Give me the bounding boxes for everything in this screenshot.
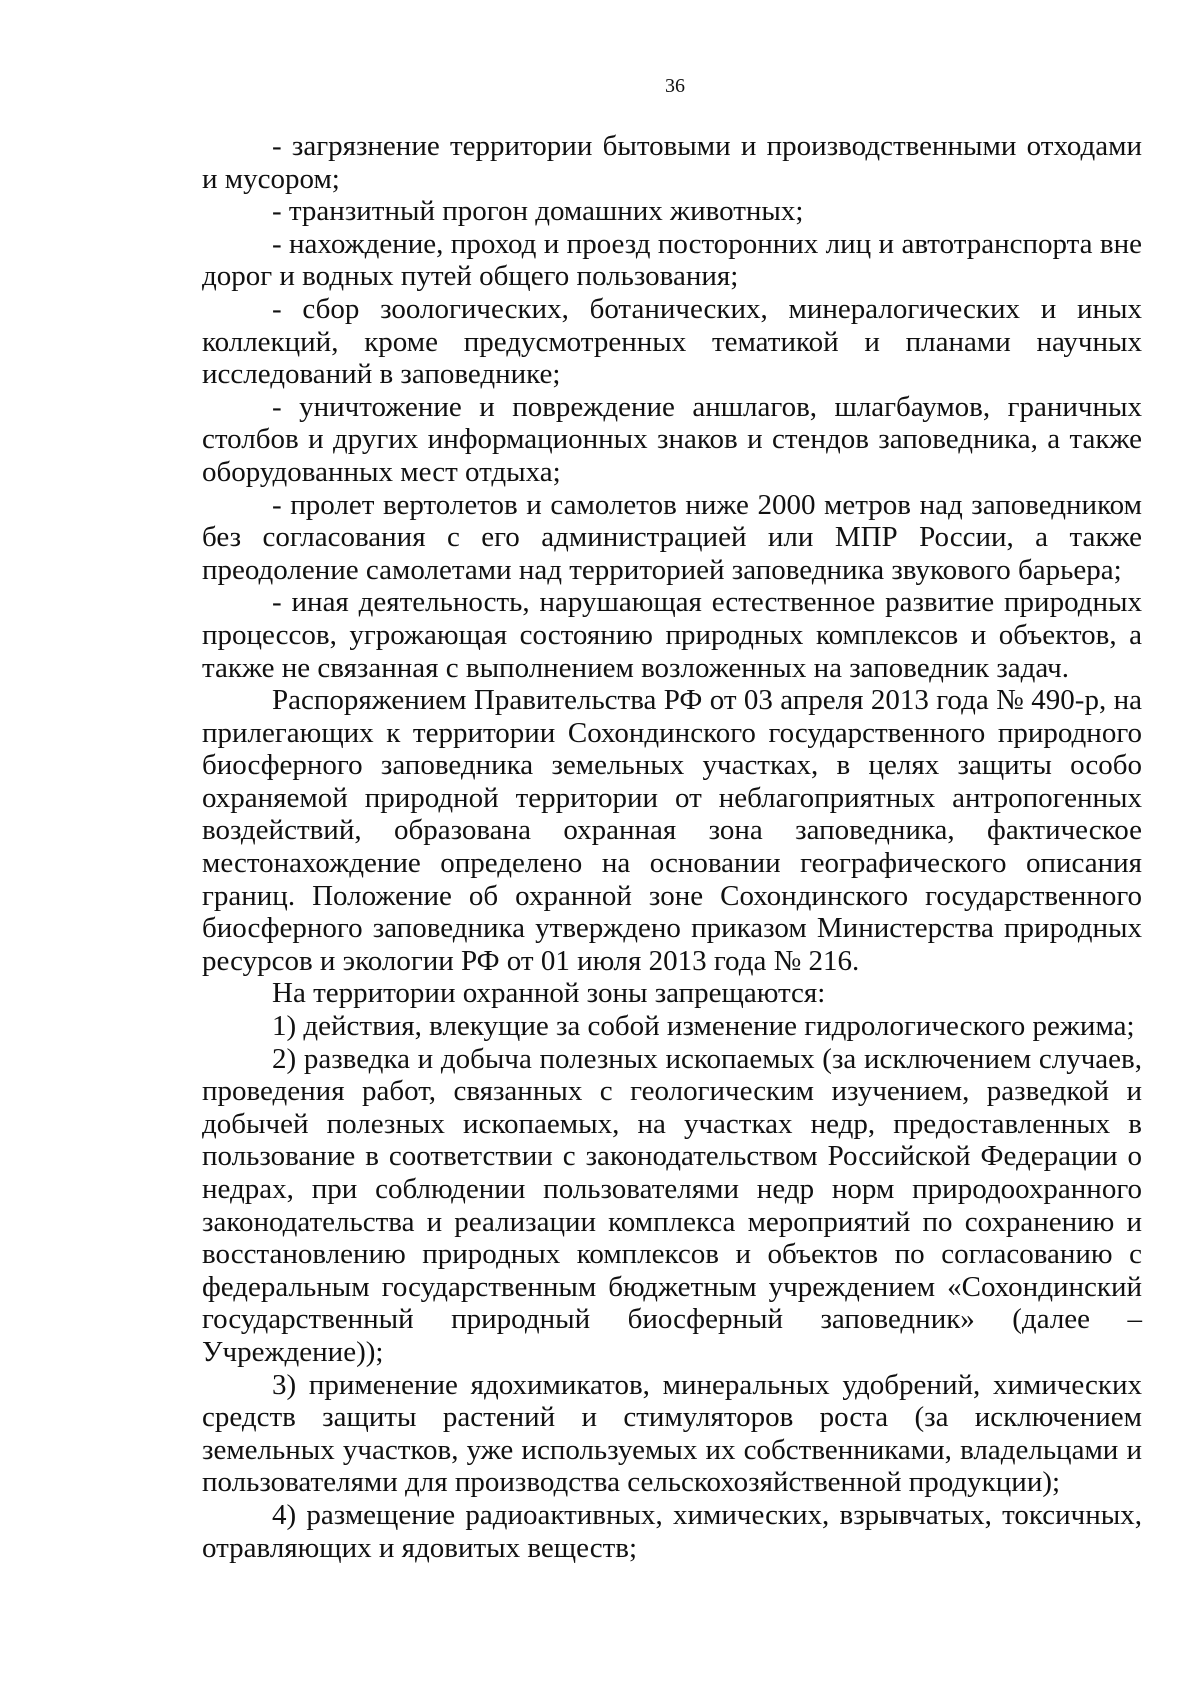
list-item-collections: - сбор зоологических, ботанических, минералогических и иных коллекций, кроме предусмотренных тематикой и планами научных исследований в заповеднике; xyxy=(202,292,1142,391)
list-item-other-activity: - иная деятельность, нарушающая естественное развитие природных процессов, угрожающая состоянию природных комплексов и объектов, а также не связанная с выполнением возложенных на заповедник задач. xyxy=(202,586,1142,684)
paragraph-protection-zone-order: Распоряжением Правительства РФ от 03 апреля 2013 года № 490-р, на прилегающих к территории Сохондинского государственного природного биосферного заповедника земельных участках, в целях защиты особо охраняемой природной территории от неблагоприятных антропогенных воздействий, образована охранная зона заповедника, фактическое местонахождение определено на основании географического описания границ. Положение об охранной зоне Сохондинского государственного биосферного заповедника утверждено приказом Министерства природных ресурсов и экологии РФ от 01 июля 2013 года № 216. xyxy=(202,684,1142,977)
list-item-sign-damage: - уничтожение и повреждение аншлагов, шлагбаумов, граничных столбов и других информационных знаков и стендов заповедника, а также оборудованных мест отдыха; xyxy=(202,390,1142,488)
list-item-livestock-transit: - транзитный прогон домашних животных; xyxy=(272,195,804,228)
list-item-waste-pollution: - загрязнение территории бытовыми и производственными отходами и мусором; xyxy=(202,130,1142,195)
numbered-item-3: 3) применение ядохимикатов, минеральных удобрений, химических средств защиты растений и стимуляторов роста (за исключением земельных участков, уже используемых их собственниками, владельцами и пользователями для производства сельскохозяйственной продукции); xyxy=(202,1368,1142,1499)
numbered-item-2: 2) разведка и добыча полезных ископаемых (за исключением случаев, проведения работ, связанных с геологическим изучением, разведкой и добычей полезных ископаемых, на участках недр, предоставленных в пользование в соответствии с законодательством Российской Федерации о недрах, при соблюдении пользователями недр норм природоохранного законодательства и реализации комплекса мероприятий по сохранению и восстановлению природных комплексов и объектов по согласованию с федеральным государственным бюджетным учреждением «Сохондинский государственный природный биосферный заповедник» (далее – Учреждение)); xyxy=(202,1042,1142,1368)
paragraph-prohibitions-intro: На территории охранной зоны запрещаются: xyxy=(272,977,826,1010)
list-item-aircraft-flights: - пролет вертолетов и самолетов ниже 2000 метров над заповедником без согласования с его администрацией или МПР России, а также преодоление самолетами над территорией заповедника звукового барьера; xyxy=(202,488,1142,586)
page-number: 36 xyxy=(665,75,685,97)
numbered-item-1: 1) действия, влекущие за собой изменение гидрологического режима; xyxy=(272,1010,1135,1043)
numbered-item-4: 4) размещение радиоактивных, химических, взрывчатых, токсичных, отравляющих и ядовитых веществ; xyxy=(202,1498,1142,1564)
document-body xyxy=(202,130,1142,1564)
list-item-unauthorized-access: - нахождение, проход и проезд посторонних лиц и автотранспорта вне дорог и водных путей общего пользования; xyxy=(202,227,1142,293)
